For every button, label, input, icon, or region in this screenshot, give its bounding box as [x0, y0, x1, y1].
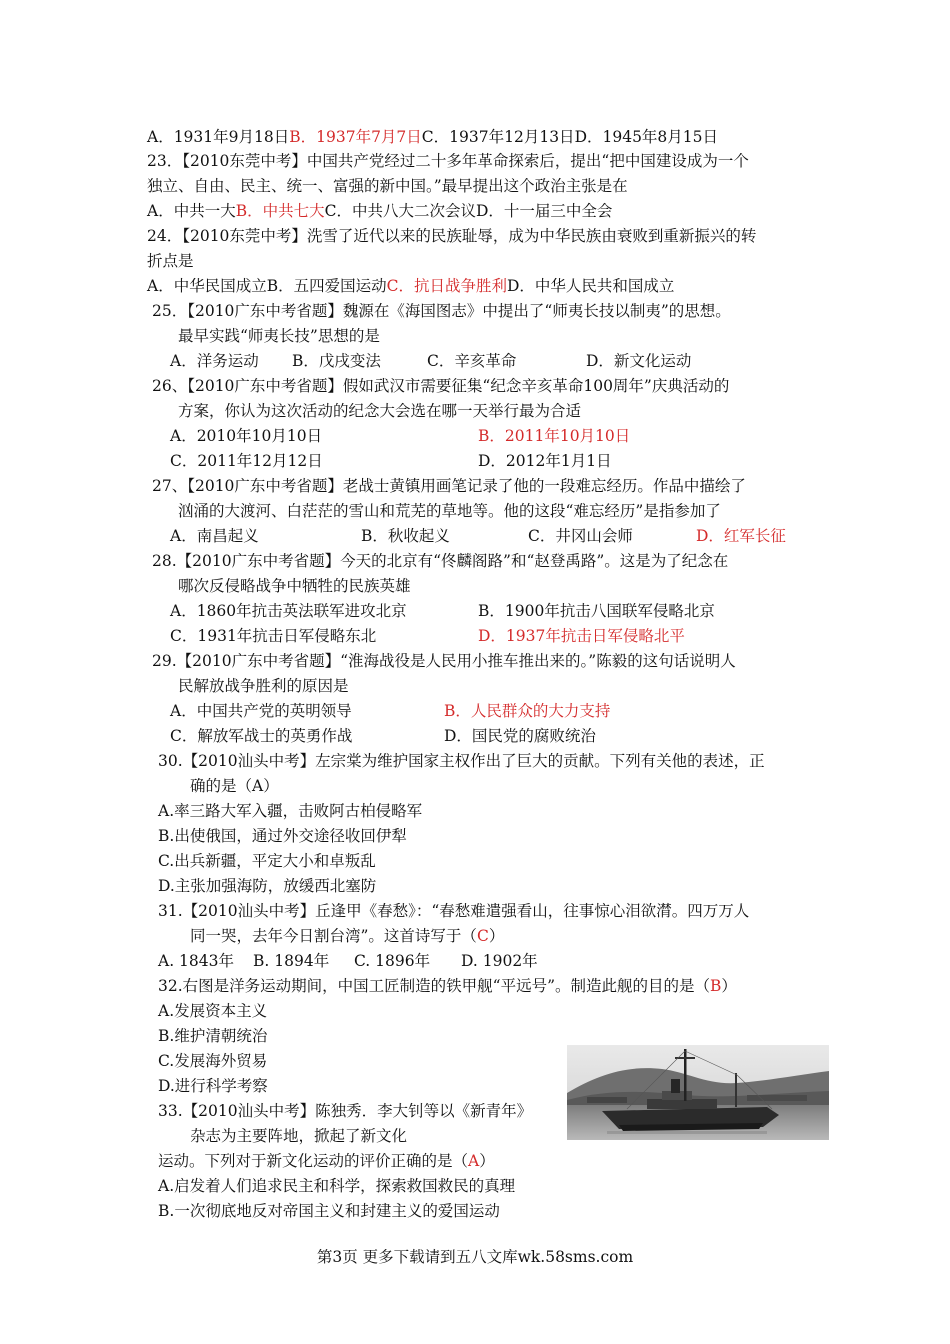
- q26-stem-line2: 方案，你认为这次活动的纪念大会选在哪一天举行最为合适: [178, 402, 582, 420]
- q25-option-c: C．辛亥革命: [427, 352, 517, 370]
- q29-option-b: B．人民群众的大力支持: [444, 702, 611, 720]
- q30-stem-line2: 确的是（A）: [190, 777, 279, 795]
- q22-option-b: B．1937年7月7日: [289, 128, 422, 146]
- pingyuan-ironclad-photo: [567, 1045, 829, 1140]
- q32-stem-line1: 32.右图是洋务运动期间，中国工匠制造的铁甲舰“平远号”。制造此舰的目的是（B）: [158, 977, 737, 995]
- q23-option-b: B．中共七大: [235, 202, 325, 220]
- q22-option-d: D．1945年8月15日: [574, 128, 719, 146]
- q31-stem-line2: 同一哭，去年今日割台湾”。这首诗写于（C）: [190, 927, 505, 945]
- q24-options: [147, 275, 674, 297]
- q25-option-d: D．新文化运动: [586, 352, 692, 370]
- q26-option-c: C．2011年12月12日: [170, 452, 323, 470]
- q32-option-b: B.维护清朝统治: [158, 1027, 268, 1045]
- q22-option-a: A．1931年9月18日: [147, 128, 290, 146]
- q25-stem-line1: 25．【2010广东中考省题】魏源在《海国图志》中提出了“师夷长技以制夷”的思想。: [152, 302, 731, 320]
- q33-answer: A: [468, 1152, 480, 1170]
- q28-option-d: D．1937年抗击日军侵略北平: [478, 627, 685, 645]
- q25-option-a: A．洋务运动: [170, 352, 259, 370]
- q31-stem-line1: 31.【2010汕头中考】丘逢甲《春愁》：“春愁难遣强看山，往事惊心泪欲潸。四万万人: [158, 902, 750, 920]
- q23-stem-line2: 独立、自由、民主、统一、富强的新中国。”最早提出这个政治主张是在: [147, 177, 628, 195]
- q33-stem-line3: 运动。下列对于新文化运动的评价正确的是（A）: [158, 1152, 495, 1170]
- q31-option-b: B. 1894年: [253, 952, 330, 970]
- q30-option-d: D.主张加强海防，放缓西北塞防: [158, 877, 377, 895]
- q24-option-b: B．五四爱国运动: [266, 277, 387, 295]
- q32-option-d: D.进行科学考察: [158, 1077, 268, 1095]
- q33-option-b: B.一次彻底地反对帝国主义和封建主义的爱国运动: [158, 1202, 500, 1220]
- q30-option-c: C.出兵新疆，平定大小和卓叛乱: [158, 852, 376, 870]
- q27-option-a: A．南昌起义: [170, 527, 259, 545]
- q24-stem-line1: 24．【2010东莞中考】洗雪了近代以来的民族耻辱，成为中华民族由衰败到重新振兴的转: [147, 227, 757, 245]
- q27-stem-line2: 汹涌的大渡河、白茫茫的雪山和荒芜的草地等。他的这段“难忘经历”是指参加了: [178, 502, 721, 520]
- q31-option-c: C. 1896年: [354, 952, 431, 970]
- q33-stem-line1: 33.【2010汕头中考】陈独秀．李大钊等以《新青年》: [158, 1102, 533, 1120]
- q23-option-d: D．十一届三中全会: [475, 202, 613, 220]
- q23-stem-line1: 23．【2010东莞中考】中国共产党经过二十多年革命探索后，提出“把中国建设成为一个: [147, 152, 749, 170]
- page-footer: 第3页 更多下载请到五八文库wk.58sms.com: [316, 1248, 634, 1266]
- q33-option-a: A.启发着人们追求民主和科学，探索救国救民的真理: [158, 1177, 516, 1195]
- q24-option-d: D．中华人民共和国成立: [506, 277, 675, 295]
- q25-option-b: B．戊戌变法: [292, 352, 381, 370]
- q31-option-d: D. 1902年: [461, 952, 538, 970]
- q26-option-a: A．2010年10月10日: [170, 427, 323, 445]
- q27-stem-line1: 27、【2010广东中考省题】老战士黄镇用画笔记录了他的一段难忘经历。作品中描绘了: [152, 477, 746, 495]
- q26-option-d: D．2012年1月1日: [478, 452, 612, 470]
- q23-option-a: A．中共一大: [147, 202, 236, 220]
- q29-option-d: D．国民党的腐败统治: [444, 727, 596, 745]
- q30-option-b: B.出使俄国，通过外交途径收回伊犁: [158, 827, 407, 845]
- q23-option-c: C．中共八大二次会议: [324, 202, 476, 220]
- q24-option-c: C．抗日战争胜利: [386, 277, 507, 295]
- q28-option-c: C．1931年抗击日军侵略东北: [170, 627, 377, 645]
- q33-stem-line2: 杂志为主要阵地，掀起了新文化: [190, 1127, 408, 1145]
- q32-answer: B: [710, 977, 722, 995]
- q26-stem-line1: 26、【2010广东中考省题】假如武汉市需要征集“纪念辛亥革命100周年”庆典活动的: [152, 377, 730, 395]
- q24-option-a: A．中华民国成立: [147, 277, 267, 295]
- q28-option-a: A．1860年抗击英法联军进攻北京: [170, 602, 407, 620]
- q29-stem-line1: 29.【2010广东中考省题】“淮海战役是人民用小推车推出来的。”陈毅的这句话说明人: [152, 652, 736, 670]
- q32-option-c: C.发展海外贸易: [158, 1052, 268, 1070]
- q27-option-c: C．井冈山会师: [528, 527, 633, 545]
- q22-options: [147, 126, 718, 148]
- q25-stem-line2: 最早实践“师夷长技”思想的是: [178, 327, 380, 345]
- q24-stem-line2: 折点是: [147, 252, 194, 270]
- q27-option-b: B．秋收起义: [361, 527, 450, 545]
- q28-stem-line1: 28.【2010广东中考省题】今天的北京有“佟麟阁路”和“赵登禹路”。这是为了纪念在: [152, 552, 729, 570]
- q29-stem-line2: 民解放战争胜利的原因是: [178, 677, 349, 695]
- q31-option-a: A. 1843年: [158, 952, 234, 970]
- q31-answer: C: [476, 927, 489, 945]
- q26-option-b: B．2011年10月10日: [478, 427, 631, 445]
- q30-stem-line1: 30.【2010汕头中考】左宗棠为维护国家主权作出了巨大的贡献。下列有关他的表述，正: [158, 752, 765, 770]
- q30-option-a: A.率三路大军入疆，击败阿古柏侵略军: [158, 802, 423, 820]
- q27-option-d: D．红军长征: [696, 527, 786, 545]
- q22-option-c: C．1937年12月13日: [421, 128, 575, 146]
- q29-option-a: A．中国共产党的英明领导: [170, 702, 352, 720]
- q28-option-b: B．1900年抗击八国联军侵略北京: [478, 602, 715, 620]
- q23-options: [147, 200, 612, 222]
- q28-stem-line2: 哪次反侵略战争中牺牲的民族英雄: [178, 577, 411, 595]
- q29-option-c: C．解放军战士的英勇作战: [170, 727, 353, 745]
- q32-option-a: A.发展资本主义: [158, 1002, 268, 1020]
